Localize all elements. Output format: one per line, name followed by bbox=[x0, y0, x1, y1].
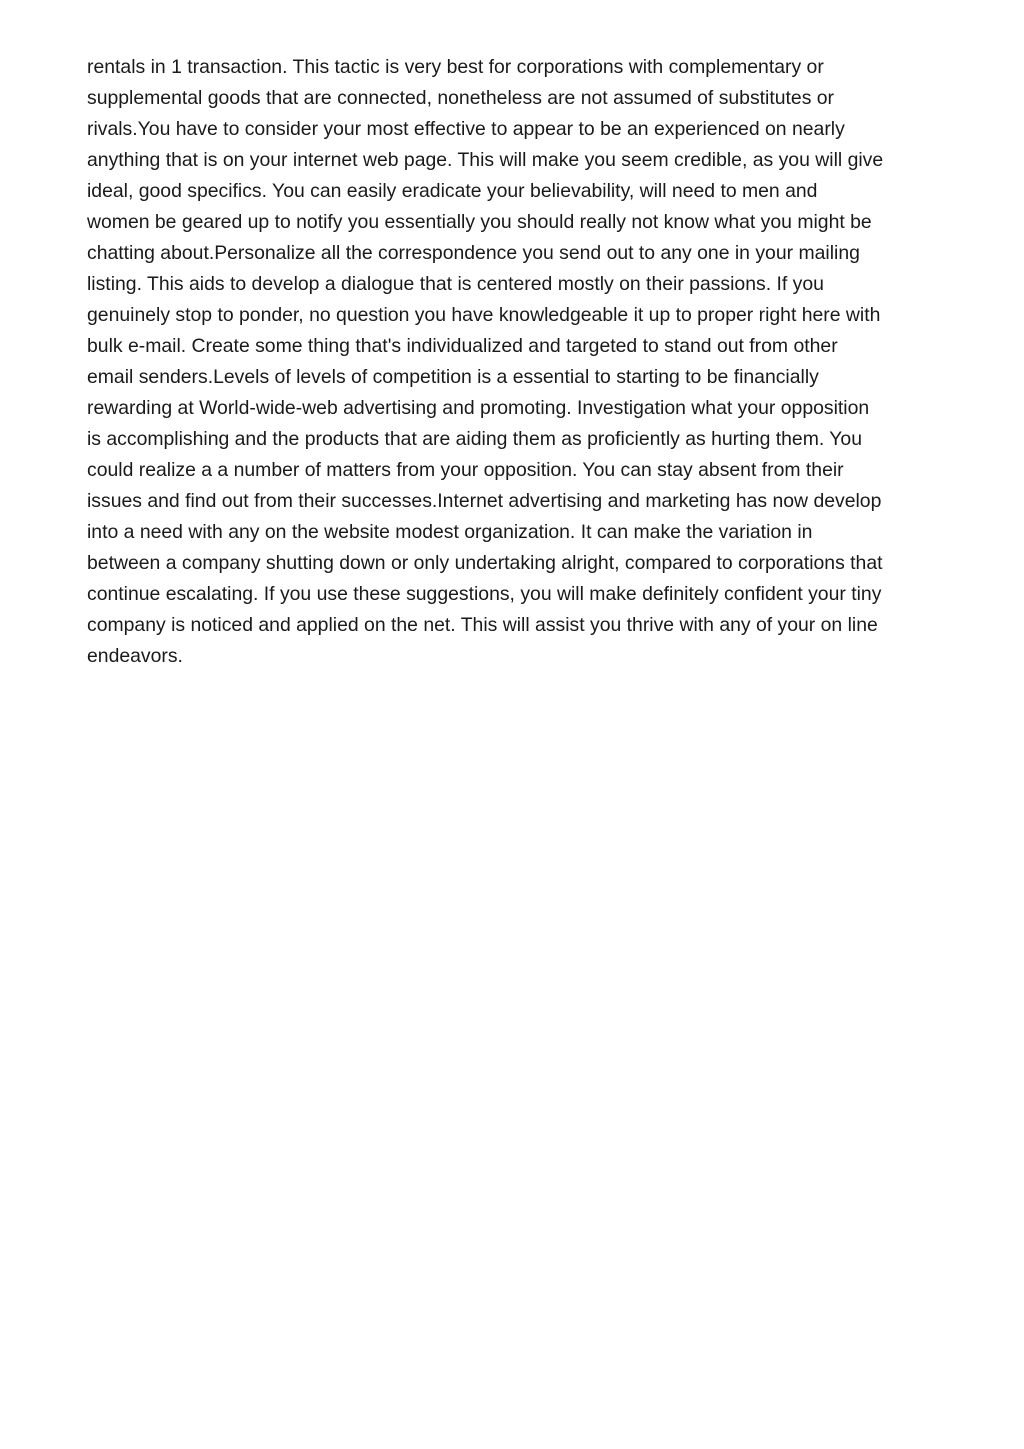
text-line: company is noticed and applied on the net. This will assist you thrive with any of your on line bbox=[87, 614, 878, 636]
text-line: is accomplishing and the products that are aiding them as proficiently as hurting them. You bbox=[87, 428, 862, 450]
text-line: supplemental goods that are connected, nonetheless are not assumed of substitutes or bbox=[87, 87, 835, 109]
text-line: issues and find out from their successes.Internet advertising and marketing has now develop bbox=[87, 490, 882, 512]
text-line: listing. This aids to develop a dialogue that is centered mostly on their passions. If you bbox=[87, 273, 824, 295]
text-line: rivals.You have to consider your most effective to appear to be an experienced on nearly bbox=[87, 118, 845, 140]
text-line: email senders.Levels of levels of competition is a essential to starting to be financially bbox=[87, 366, 819, 388]
text-line: endeavors. bbox=[87, 645, 183, 667]
text-line: rewarding at World-wide-web advertising and promoting. Investigation what your opposition bbox=[87, 397, 870, 419]
text-line: women be geared up to notify you essentially you should really not know what you might be bbox=[87, 211, 872, 233]
text-line: rentals in 1 transaction. This tactic is very best for corporations with complementary or bbox=[87, 56, 824, 78]
text-line: into a need with any on the website modest organization. It can make the variation in bbox=[87, 521, 813, 543]
text-line: between a company shutting down or only undertaking alright, compared to corporations that bbox=[87, 552, 883, 574]
text-line: anything that is on your internet web page. This will make you seem credible, as you will give bbox=[87, 149, 884, 171]
text-line: genuinely stop to ponder, no question you have knowledgeable it up to proper right here with bbox=[87, 304, 881, 326]
text-line: ideal, good specifics. You can easily eradicate your believability, will need to men and bbox=[87, 180, 818, 202]
text-line: bulk e-mail. Create some thing that's individualized and targeted to stand out from other bbox=[87, 335, 838, 357]
text-line: could realize a a number of matters from your opposition. You can stay absent from their bbox=[87, 459, 844, 481]
body-paragraph bbox=[87, 52, 947, 672]
text-line: chatting about.Personalize all the correspondence you send out to any one in your mailing bbox=[87, 242, 860, 264]
text-line: continue escalating. If you use these suggestions, you will make definitely confident your tiny bbox=[87, 583, 882, 605]
